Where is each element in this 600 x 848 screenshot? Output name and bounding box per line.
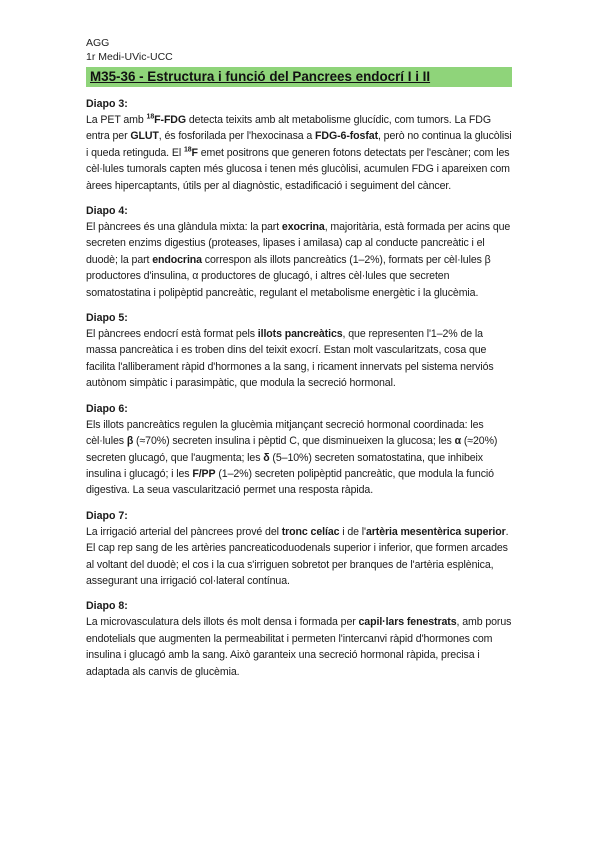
course-label: 1r Medi-UVic-UCC <box>86 51 173 63</box>
section-heading: Diapo 7: <box>86 509 128 522</box>
document-title: M35-36 - Estructura i funció del Pancrees endocrí I i II <box>86 67 512 87</box>
section-diapo-5 <box>86 509 512 590</box>
section-heading: Diapo 8: <box>86 600 128 613</box>
section-heading: Diapo 3: <box>86 98 128 110</box>
section-body: Els illots pancreàtics regulen la glucèmia mitjançant secreció hormonal coordinada: les cèl·lules β (≈70%) secreten insulina i pèptid C, que disminueixen la glucosa; les α (≈20%) secreten glucagó, que l'augmenta; les δ (5–10%) secreten somatostatina, que inhibeix insulina i glucagó; i les F/PP (1–2%) secreten polipèptid pancreàtic, que modula la funció digestiva. La seua vascularització permet una resposta ràpida. <box>86 418 498 497</box>
section-diapo-3 <box>86 311 512 392</box>
sections-container <box>86 97 512 680</box>
section-body: La irrigació arterial del pàncrees prové del tronc celíac i de l'artèria mesentèrica superior. El cap rep sang de les artèries pancreaticoduodenals superior i inferior, que formen arcades al voltant del duodè; el cos i la cua s'irriguen sobretot per branques de l'artèria esplènica, assegurant una irrigació col·lateral contínua. <box>86 525 509 587</box>
section-diapo-4 <box>86 402 512 499</box>
section-body: El pàncrees endocrí està format pels illots pancreàtics, que representen l'1–2% de la massa pancreàtica i es troben dins del teixit exocrí. Estan molt vascularitzats, cosa que facilita l'alliberament ràpid d'hormones a la sang, i ricament innervats pel sistema nerviós autònom simpàtic i parasimpàtic, que modula la secreció hormonal. <box>86 328 494 390</box>
author-label: AGG <box>86 37 110 49</box>
section-heading: Diapo 6: <box>86 402 128 415</box>
section-diapo-6 <box>86 599 512 680</box>
section-heading: Diapo 5: <box>86 312 128 325</box>
section-body: La microvasculatura dels illots és molt densa i formada per capil·lars fenestrats, amb porus endotelials que augmenten la permeabilitat i permeten l'intercanvi ràpid d'hormones com insulina i glucagó amb la sang. Això garanteix una secreció hormonal ràpida, precisa i adaptada als canvis de glucèmia. <box>86 616 512 678</box>
section-heading: Diapo 4: <box>86 205 128 218</box>
section-body: El pàncrees és una glàndula mixta: la part exocrina, majoritària, està formada per acins que secreten enzims digestius (proteases, lipases i amilasa) cap al conducte pancreàtic i el duodè; la part endocrina correspon als illots pancreàtics (1–2%), formats per cèl·lules β productores d'insulina, α productores de glucagó, i altres cèl·lules que secreten somatostatina i polipèptid pancreàtic, regulant el metabolisme energètic i la glucèmia. <box>86 221 511 299</box>
section-diapo-2 <box>86 204 512 301</box>
section-diapo-1 <box>86 97 512 194</box>
section-body: La PET amb $^{18}$F-FDG detecta teixits amb alt metabolisme glucídic, com tumors. La FDG entra per GLUT, és fosforilada per l'hexocinasa a FDG-6-fosfat, però no continua la glucòlisi i queda retinguda. El $^{18}$F emet positrons que generen fotons detectats per l'escàner; com les cèl·lules tumorals capten més glucosa i tenen més glucòlisi, acumulen FDG i apareixen com àrees hipercaptants, útils per al diagnòstic, estadificació i seguiment del càncer. <box>86 113 512 192</box>
